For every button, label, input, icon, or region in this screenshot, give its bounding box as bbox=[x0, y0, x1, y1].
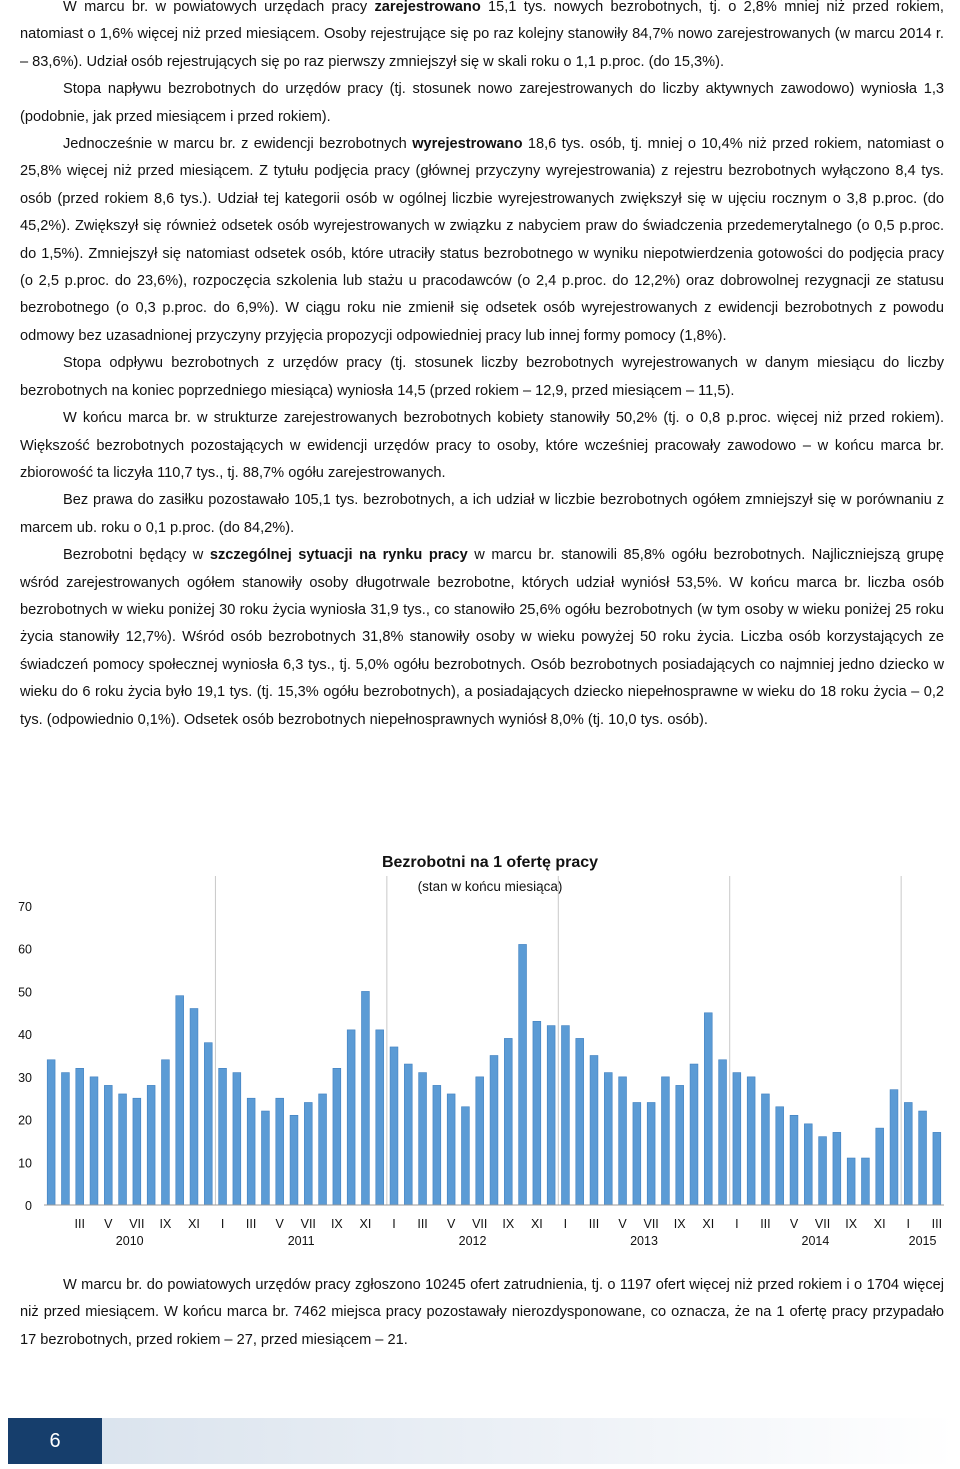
bar bbox=[304, 1102, 312, 1205]
bar bbox=[362, 991, 370, 1205]
text-segment: 15,1 tys. nowych bezrobotnych, tj. o 2,8% mniej niż przed rokiem, natomiast o 1,6% więcej niż przed miesiącem. Osoby rejestrujące się po raz kolejny stanowiły 84,7% nowo zarejestrowanych (w marcu 2014 r. – 83,6%). Udział osób rejestrujących się po raz pierwszy zmniejszył się w skali roku o 1,1 p.proc. (do 15,3%). bbox=[20, 0, 944, 70]
text-segment: Stopa napływu bezrobotnych do urzędów pracy (tj. stosunek nowo zarejestrowanych do liczby aktywnych zawodowo) wyniosła 1,3 (podobnie, jak przed miesiącem i przed rokiem). bbox=[20, 81, 944, 125]
x-tick-label: VII bbox=[300, 1217, 316, 1231]
x-tick-label: I bbox=[735, 1217, 739, 1231]
chart-subtitle: (stan w końcu miesiąca) bbox=[417, 879, 563, 894]
x-tick-label: III bbox=[760, 1217, 771, 1231]
bar bbox=[876, 1128, 884, 1205]
bar bbox=[62, 1073, 70, 1205]
year-label: 2012 bbox=[458, 1234, 487, 1248]
text-segment: w marcu br. stanowili 85,8% ogółu bezrobotnych. Najliczniejszą grupę wśród zarejestrowanych ogółem stanowiły osoby długotrwale bezrobotne, których udział wyniósł 53,5%. W końcu marca br. liczba osób bezrobotnych w wieku poniżej 30 roku życia wyniosła 31,9 tys., co stanowiło 25,6% ogółu bezrobotnych (w tym osoby w wieku poniżej 25 roku życia stanowiły 12,7%). Wśród osób bezrobotnych 31,8% stanowiły osoby w wieku powyżej 50 roku życia. Liczba osób korzystających ze świadczeń pomocy społecznej wyniosła 6,3 tys., tj. 5,0% ogółu bezrobotnych. Osób bezrobotnych posiadających co najmniej jedno dziecko w wieku do 6 roku życia było 19,1 tys. (tj. 15,3% ogółu bezrobotnych), a posiadających dziecko niepełnosprawne w wieku do 18 roku życia – 0,2 tys. (odpowiednio 0,1%). Odsetek osób bezrobotnych niepełnosprawnych wyniósł 8,0% (tj. 10,0 tys. osób). bbox=[20, 547, 944, 728]
x-tick-label: XI bbox=[530, 1217, 543, 1231]
bar bbox=[933, 1132, 941, 1205]
bar bbox=[419, 1073, 427, 1205]
bar bbox=[647, 1102, 655, 1205]
body-text-top bbox=[20, 0, 944, 734]
x-tick-label: III bbox=[931, 1217, 943, 1231]
x-tick-label: III bbox=[74, 1217, 85, 1231]
bar bbox=[847, 1158, 855, 1205]
bar bbox=[919, 1111, 927, 1205]
bar bbox=[219, 1068, 227, 1205]
bar bbox=[533, 1021, 541, 1205]
bar bbox=[347, 1030, 355, 1205]
page-number: 6 bbox=[49, 1430, 61, 1452]
bar bbox=[433, 1085, 441, 1205]
bar bbox=[619, 1077, 627, 1205]
text-segment: W marcu br. do powiatowych urzędów pracy zgłoszono 10245 ofert zatrudnienia, tj. o 1197 ofert więcej niż przed rokiem i o 1704 więcej niż przed miesiącem. W końcu marca br. 7462 miejsca pracy pozostawały nierozdysponowane, co oznacza, że na 1 ofertę pracy przypadało 17 bezrobotnych, przed rokiem – 27, przed miesiącem – 21. bbox=[20, 1277, 944, 1348]
bar bbox=[704, 1013, 712, 1205]
x-tick-label: VII bbox=[814, 1217, 831, 1231]
bar bbox=[747, 1077, 755, 1205]
x-tick-label: V bbox=[446, 1217, 456, 1231]
x-tick-label: VII bbox=[643, 1217, 659, 1231]
text-segment: W końcu marca br. w strukturze zarejestrowanych bezrobotnych kobiety stanowiły 50,2% (tj. o 0,8 p.proc. więcej niż przed rokiem). Większość bezrobotnych pozostających w ewidencji urzędów pracy to osoby, które wcześniej pracowały zawodowo – w końcu marca br. zbiorowość ta liczyła 110,7 tys., tj. 88,7% ogółu zarejestrowanych. bbox=[20, 410, 944, 481]
bar bbox=[290, 1115, 298, 1205]
footer-bar bbox=[8, 1418, 956, 1464]
x-tick-label: VII bbox=[129, 1217, 145, 1231]
bar bbox=[204, 1043, 212, 1205]
year-label: 2011 bbox=[287, 1234, 315, 1248]
bar bbox=[390, 1047, 398, 1205]
y-tick-label: 20 bbox=[18, 1113, 32, 1128]
y-tick-label: 0 bbox=[25, 1199, 32, 1213]
bar bbox=[162, 1060, 170, 1205]
x-tick-label: III bbox=[417, 1217, 428, 1231]
year-label: 2010 bbox=[115, 1234, 144, 1248]
paragraph bbox=[20, 405, 944, 487]
bar bbox=[662, 1077, 670, 1205]
y-tick-label: 70 bbox=[18, 900, 32, 914]
y-tick-label: 50 bbox=[18, 985, 32, 1000]
bar bbox=[776, 1107, 784, 1205]
x-tick-label: I bbox=[563, 1217, 568, 1231]
bar bbox=[547, 1026, 555, 1205]
text-segment: W marcu br. w powiatowych urzędach pracy bbox=[63, 0, 375, 15]
y-tick-label: 60 bbox=[18, 942, 32, 957]
x-tick-label: IX bbox=[330, 1217, 343, 1231]
bar bbox=[904, 1102, 912, 1205]
x-tick-label: V bbox=[104, 1217, 113, 1231]
bar bbox=[890, 1090, 898, 1205]
x-tick-label: IX bbox=[502, 1217, 515, 1231]
bar bbox=[133, 1098, 141, 1205]
bar bbox=[76, 1068, 84, 1205]
year-label: 2014 bbox=[801, 1234, 830, 1248]
x-tick-label: III bbox=[588, 1217, 600, 1231]
x-tick-label: V bbox=[618, 1217, 627, 1231]
body-text-bottom bbox=[20, 1272, 944, 1354]
bar bbox=[833, 1132, 841, 1205]
paragraph bbox=[20, 131, 944, 350]
bar bbox=[262, 1111, 270, 1205]
bold-text: szczególnej sytuacji na rynku pracy bbox=[209, 547, 468, 564]
bar bbox=[733, 1073, 741, 1205]
bar bbox=[590, 1056, 598, 1206]
text-segment: Stopa odpływu bezrobotnych z urzędów pracy (tj. stosunek liczby bezrobotnych wyrejestrowanych w danym miesiącu do liczby bezrobotnych na koniec poprzedniego miesiąca) wyniosła 14,5 (przed rokiem – 12,9, przed miesiącem – 11,5). bbox=[20, 355, 944, 399]
paragraph bbox=[20, 487, 944, 542]
bar bbox=[819, 1137, 827, 1205]
x-tick-label: I bbox=[906, 1217, 911, 1231]
bold-text: zarejestrowano bbox=[374, 0, 481, 15]
chart-title: Bezrobotni na 1 ofertę pracy bbox=[381, 854, 599, 871]
paragraph bbox=[20, 542, 944, 734]
bar bbox=[404, 1064, 412, 1205]
text-segment: Jednocześnie w marcu br. z ewidencji bezrobotnych bbox=[63, 136, 413, 153]
bar bbox=[562, 1026, 570, 1205]
x-tick-label: V bbox=[275, 1217, 284, 1231]
paragraph bbox=[20, 76, 944, 131]
page-number-box bbox=[8, 1418, 102, 1464]
bar bbox=[147, 1085, 155, 1205]
bar bbox=[276, 1098, 284, 1205]
paragraph bbox=[20, 0, 944, 76]
bar bbox=[376, 1030, 384, 1205]
text-segment: Bez prawa do zasiłku pozostawało 105,1 tys. bezrobotnych, a ich udział w liczbie bezrobotnych ogółem zmniejszył się w porównaniu z marcem ub. roku o 0,1 p.proc. (do 84,2%). bbox=[20, 492, 944, 536]
bar bbox=[790, 1115, 798, 1205]
bar bbox=[176, 996, 184, 1205]
bar bbox=[862, 1158, 870, 1205]
bar bbox=[119, 1094, 127, 1205]
x-tick-label: XI bbox=[359, 1217, 372, 1231]
x-tick-label: I bbox=[392, 1217, 396, 1231]
x-tick-label: VII bbox=[472, 1217, 488, 1231]
x-tick-label: IX bbox=[673, 1217, 686, 1231]
x-tick-label: III bbox=[245, 1217, 257, 1231]
text-segment: 18,6 tys. osób, tj. mniej o 10,4% niż przed rokiem, natomiast o 25,8% więcej niż przed miesiącem. Z tytułu podjęcia pracy (głównej przyczyny wyrejestrowania) z rejestru bezrobotnych wyłączono 8,4 tys. osób (przed rokiem 8,6 tys.). Udział tej kategorii osób w ogólnej liczbie wyrejestrowanych zwiększył się w ujęciu rocznym o 3,8 p.proc. (do 45,2%). Zwiększył się również odsetek osób wyrejestrowanych w związku z nabyciem praw do świadczenia przedemerytalnego (o 0,5 p.proc. do 1,5%). Zmniejszył się natomiast odsetek osób, które utraciły status bezrobotnego w wyniku niepotwierdzenia gotowości do podjęcia pracy (o 2,5 p.proc. do 23,6%), rozpoczęcia szkolenia lub stażu u pracodawców (o 2,4 p.proc. do 12,2%) oraz dobrowolnej rezygnacji ze statusu bezrobotnego (o 0,3 p.proc. do 6,9%). W ciągu roku nie zmienił się odsetek osób wyrejestrowanych z ewidencji bezrobotnych z powodu odmowy bez uzasadnionej przyczyny przyjęcia propozycji odpowiedniej pracy lub innej formy pomocy (1,8%). bbox=[20, 136, 945, 344]
x-tick-label: XI bbox=[702, 1217, 715, 1231]
bold-text: wyrejestrowano bbox=[412, 136, 523, 153]
bar bbox=[762, 1094, 770, 1205]
x-tick-label: XI bbox=[873, 1217, 886, 1231]
y-tick-label: 40 bbox=[18, 1028, 32, 1043]
bar bbox=[104, 1085, 112, 1205]
year-label: 2015 bbox=[908, 1234, 937, 1248]
bar bbox=[690, 1064, 698, 1205]
bar bbox=[447, 1094, 455, 1205]
bar bbox=[804, 1124, 812, 1205]
bar bbox=[719, 1060, 727, 1205]
bar bbox=[462, 1107, 470, 1205]
bar bbox=[333, 1068, 341, 1205]
paragraph bbox=[20, 1272, 944, 1354]
bar bbox=[519, 944, 527, 1205]
bar bbox=[604, 1073, 612, 1205]
text-segment: Bezrobotni będący w bbox=[63, 547, 210, 564]
bar bbox=[476, 1077, 484, 1205]
chart-unemployed-per-offer bbox=[0, 848, 960, 1248]
paragraph bbox=[20, 350, 944, 405]
x-tick-label: I bbox=[220, 1217, 225, 1231]
bar bbox=[247, 1098, 255, 1205]
x-tick-label: IX bbox=[159, 1217, 172, 1231]
bar bbox=[576, 1038, 584, 1205]
y-tick-label: 10 bbox=[18, 1156, 32, 1171]
bar bbox=[319, 1094, 327, 1205]
bar bbox=[90, 1077, 98, 1205]
y-tick-label: 30 bbox=[18, 1070, 32, 1085]
bar bbox=[633, 1102, 641, 1205]
year-label: 2013 bbox=[630, 1234, 658, 1248]
bar bbox=[504, 1038, 512, 1205]
chart-svg bbox=[0, 848, 960, 1248]
bar bbox=[190, 1009, 198, 1205]
x-tick-label: IX bbox=[845, 1217, 858, 1231]
bar bbox=[47, 1060, 55, 1205]
bar bbox=[676, 1085, 684, 1205]
x-tick-label: XI bbox=[188, 1217, 200, 1231]
bar bbox=[490, 1056, 498, 1206]
bar bbox=[233, 1073, 241, 1205]
x-tick-label: V bbox=[789, 1217, 799, 1231]
